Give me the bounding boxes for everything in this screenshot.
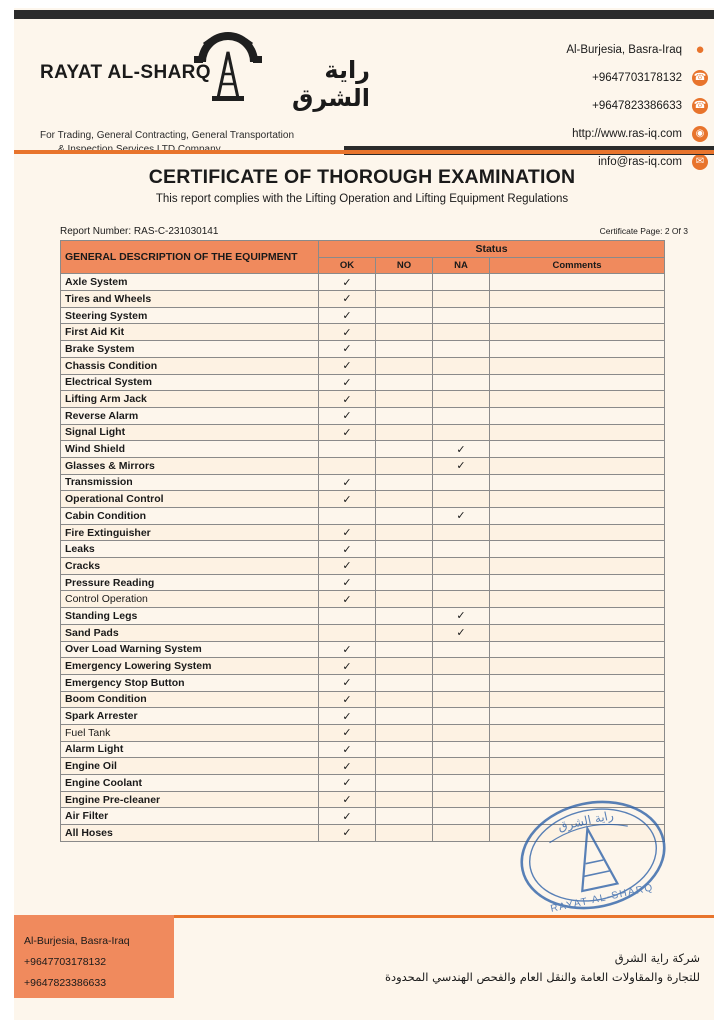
- contact-website[interactable]: http://www.ras-iq.com: [572, 128, 682, 140]
- page-subtitle: This report complies with the Lifting Operation and Lifting Equipment Regulations: [155, 193, 569, 205]
- row-item-label: Transmission: [61, 474, 319, 491]
- row-item-label: Boom Condition: [61, 691, 319, 708]
- row-check-ok[interactable]: ✓: [319, 541, 376, 558]
- header-accent-rule: [14, 150, 714, 154]
- row-comment[interactable]: [490, 474, 665, 491]
- row-item-label: Signal Light: [61, 424, 319, 441]
- row-item-label: Lifting Arm Jack: [61, 391, 319, 408]
- table-row: [61, 691, 665, 708]
- report-number-value: RAS-C-231030141: [133, 226, 219, 237]
- row-check-no[interactable]: [376, 825, 433, 842]
- row-check-no[interactable]: [376, 407, 433, 424]
- row-check-ok[interactable]: ✓: [319, 741, 376, 758]
- row-item-label: Tires and Wheels: [61, 291, 319, 308]
- row-check-no[interactable]: [376, 524, 433, 541]
- row-item-label: Cabin Condition: [61, 508, 319, 525]
- row-check-na[interactable]: [433, 341, 490, 358]
- row-check-no[interactable]: [376, 291, 433, 308]
- row-item-label: Brake System: [61, 341, 319, 358]
- row-check-no[interactable]: [376, 775, 433, 792]
- row-comment[interactable]: [490, 324, 665, 341]
- row-check-na[interactable]: [433, 274, 490, 291]
- row-check-ok[interactable]: ✓: [319, 674, 376, 691]
- row-item-label: First Aid Kit: [61, 324, 319, 341]
- row-item-label: Spark Arrester: [61, 708, 319, 725]
- table-row: [61, 558, 665, 575]
- row-comment[interactable]: [490, 524, 665, 541]
- row-item-label: Glasses & Mirrors: [61, 457, 319, 474]
- row-check-ok[interactable]: [319, 508, 376, 525]
- row-comment[interactable]: [490, 541, 665, 558]
- row-comment[interactable]: [490, 424, 665, 441]
- row-check-no[interactable]: [376, 658, 433, 675]
- table-body: [61, 274, 665, 841]
- row-check-na[interactable]: [433, 808, 490, 825]
- row-comment[interactable]: [490, 558, 665, 575]
- row-item-label: Sand Pads: [61, 624, 319, 641]
- row-comment[interactable]: [490, 674, 665, 691]
- table-row: [61, 608, 665, 625]
- envelope-icon: ✉: [692, 154, 708, 170]
- row-check-ok[interactable]: ✓: [319, 658, 376, 675]
- footer-address: Al-Burjesia, Basra-Iraq: [24, 935, 130, 947]
- contact-address: Al-Burjesia, Basra-Iraq: [566, 44, 682, 56]
- row-comment[interactable]: [490, 574, 665, 591]
- row-comment[interactable]: [490, 708, 665, 725]
- row-check-no[interactable]: [376, 808, 433, 825]
- table-row: [61, 508, 665, 525]
- row-item-label: Emergency Stop Button: [61, 674, 319, 691]
- row-comment[interactable]: [490, 291, 665, 308]
- footer-phone1: +9647703178132: [24, 956, 107, 968]
- row-check-ok[interactable]: [319, 441, 376, 458]
- table-row: [61, 424, 665, 441]
- row-check-na[interactable]: [433, 291, 490, 308]
- table-row: [61, 491, 665, 508]
- header-top-bar: [14, 10, 714, 19]
- row-check-na[interactable]: [433, 691, 490, 708]
- row-item-label: Axle System: [61, 274, 319, 291]
- telephone-icon-2: ☎: [692, 98, 708, 114]
- svg-text:راية الشرق: راية الشرق: [556, 808, 615, 834]
- row-check-ok[interactable]: ✓: [319, 524, 376, 541]
- row-item-label: Engine Pre-cleaner: [61, 791, 319, 808]
- contact-phone2-row: [408, 92, 708, 120]
- row-check-na[interactable]: [433, 574, 490, 591]
- row-check-na[interactable]: [433, 524, 490, 541]
- row-comment[interactable]: [490, 775, 665, 792]
- report-number-label: Report Number:: [60, 226, 132, 237]
- row-item-label: Electrical System: [61, 374, 319, 391]
- row-check-ok[interactable]: ✓: [319, 791, 376, 808]
- table-row: [61, 324, 665, 341]
- row-item-label: Over Load Warning System: [61, 641, 319, 658]
- row-item-label: Engine Oil: [61, 758, 319, 775]
- table-row: [61, 274, 665, 291]
- row-check-ok[interactable]: ✓: [319, 407, 376, 424]
- paper-edge-left: [0, 0, 14, 1024]
- row-check-na[interactable]: [433, 775, 490, 792]
- row-comment[interactable]: [490, 808, 665, 825]
- table-row: [61, 357, 665, 374]
- row-check-no[interactable]: [376, 641, 433, 658]
- footer-phone2: +9647823386633: [24, 977, 107, 989]
- document-header: [14, 10, 714, 168]
- row-check-na[interactable]: [433, 708, 490, 725]
- row-item-label: Air Filter: [61, 808, 319, 825]
- table-row: [61, 808, 665, 825]
- row-comment[interactable]: [490, 724, 665, 741]
- table-row: [61, 441, 665, 458]
- table-row: [61, 825, 665, 842]
- table-row: [61, 307, 665, 324]
- row-check-ok[interactable]: ✓: [319, 808, 376, 825]
- table-row: [61, 407, 665, 424]
- page-title: CERTIFICATE OF THOROUGH EXAMINATION: [148, 166, 576, 188]
- col-header-no: NO: [376, 257, 433, 274]
- row-check-no[interactable]: [376, 591, 433, 608]
- row-comment[interactable]: [490, 691, 665, 708]
- table-row: [61, 724, 665, 741]
- row-check-ok[interactable]: ✓: [319, 374, 376, 391]
- row-comment[interactable]: [490, 457, 665, 474]
- row-comment[interactable]: [490, 791, 665, 808]
- row-check-ok[interactable]: ✓: [319, 307, 376, 324]
- row-comment[interactable]: [490, 641, 665, 658]
- row-check-na[interactable]: [433, 357, 490, 374]
- row-check-na[interactable]: [433, 825, 490, 842]
- row-comment[interactable]: [490, 357, 665, 374]
- document-footer: [14, 915, 714, 1020]
- col-header-ok: OK: [319, 257, 376, 274]
- company-tagline-line1: For Trading, General Contracting, General Transportation: [40, 130, 295, 141]
- paper-edge-bottom: [0, 1020, 724, 1024]
- row-check-ok[interactable]: ✓: [319, 274, 376, 291]
- col-header-description: GENERAL DESCRIPTION OF THE EQUIPMENT: [61, 241, 319, 274]
- footer-arabic-block: [385, 949, 700, 987]
- company-name-ar: راية الشرق: [291, 56, 370, 112]
- row-check-ok[interactable]: ✓: [319, 591, 376, 608]
- row-check-ok[interactable]: ✓: [319, 724, 376, 741]
- contact-phone1: +9647703178132: [592, 72, 682, 84]
- row-check-na[interactable]: [433, 307, 490, 324]
- row-comment[interactable]: [490, 441, 665, 458]
- row-check-no[interactable]: [376, 274, 433, 291]
- row-item-label: Fire Extinguisher: [61, 524, 319, 541]
- contact-website-row[interactable]: [408, 120, 708, 148]
- row-comment[interactable]: [490, 391, 665, 408]
- col-header-comments: Comments: [490, 257, 665, 274]
- row-comment[interactable]: [490, 341, 665, 358]
- footer-arabic-line1: شركة راية الشرق: [614, 951, 700, 965]
- row-check-ok[interactable]: ✓: [319, 324, 376, 341]
- table-row: [61, 708, 665, 725]
- table-row: [61, 758, 665, 775]
- row-check-no[interactable]: [376, 791, 433, 808]
- row-check-no[interactable]: [376, 324, 433, 341]
- row-check-no[interactable]: [376, 691, 433, 708]
- row-check-no[interactable]: [376, 558, 433, 575]
- row-check-no[interactable]: [376, 474, 433, 491]
- row-check-na[interactable]: ✓: [433, 624, 490, 641]
- row-item-label: Emergency Lowering System: [61, 658, 319, 675]
- row-check-na[interactable]: [433, 424, 490, 441]
- row-check-na[interactable]: [433, 541, 490, 558]
- row-check-no[interactable]: [376, 574, 433, 591]
- row-check-no[interactable]: [376, 724, 433, 741]
- table-row: [61, 341, 665, 358]
- row-check-na[interactable]: [433, 374, 490, 391]
- row-check-na[interactable]: [433, 674, 490, 691]
- row-item-label: Standing Legs: [61, 608, 319, 625]
- footer-contact-panel: [14, 915, 174, 998]
- contact-email[interactable]: info@ras-iq.com: [598, 156, 682, 168]
- row-item-label: Operational Control: [61, 491, 319, 508]
- row-comment[interactable]: [490, 374, 665, 391]
- location-pin-icon: ●: [695, 41, 705, 58]
- row-check-ok[interactable]: ✓: [319, 291, 376, 308]
- svg-text:RAYAT AL-SHARQ: RAYAT AL-SHARQ: [549, 882, 655, 915]
- row-check-na[interactable]: ✓: [433, 608, 490, 625]
- row-comment[interactable]: [490, 658, 665, 675]
- table-row: [61, 391, 665, 408]
- row-comment[interactable]: [490, 624, 665, 641]
- row-check-no[interactable]: [376, 624, 433, 641]
- row-check-no[interactable]: [376, 424, 433, 441]
- table-row: [61, 741, 665, 758]
- row-check-no[interactable]: [376, 307, 433, 324]
- table-row: [61, 457, 665, 474]
- row-check-no[interactable]: [376, 541, 433, 558]
- footer-arabic-line2: للتجارة والمقاولات العامة والنقل العام والفحص الهندسي المحدودة: [384, 970, 700, 984]
- row-item-label: Chassis Condition: [61, 357, 319, 374]
- table-header-row: [61, 241, 665, 258]
- row-check-no[interactable]: [376, 357, 433, 374]
- row-comment[interactable]: [490, 741, 665, 758]
- row-check-na[interactable]: [433, 758, 490, 775]
- contact-address-row: [408, 36, 708, 64]
- row-check-na[interactable]: [433, 591, 490, 608]
- row-check-ok[interactable]: ✓: [319, 424, 376, 441]
- row-check-no[interactable]: [376, 341, 433, 358]
- table-row: [61, 791, 665, 808]
- row-check-ok[interactable]: [319, 457, 376, 474]
- title-block: [0, 166, 724, 205]
- table-row: [61, 474, 665, 491]
- row-check-ok[interactable]: ✓: [319, 825, 376, 842]
- row-check-no[interactable]: [376, 741, 433, 758]
- row-check-no[interactable]: [376, 758, 433, 775]
- row-comment[interactable]: [490, 591, 665, 608]
- paper-edge-right: [714, 0, 724, 1024]
- row-item-label: All Hoses: [61, 825, 319, 842]
- table-row: [61, 374, 665, 391]
- inspection-table: [60, 240, 665, 842]
- row-check-na[interactable]: [433, 491, 490, 508]
- row-item-label: Control Operation: [61, 591, 319, 608]
- row-comment[interactable]: [490, 491, 665, 508]
- row-check-no[interactable]: [376, 391, 433, 408]
- certificate-page-label: Certificate Page: 2 Of 3: [599, 226, 688, 236]
- row-item-label: Cracks: [61, 558, 319, 575]
- row-check-ok[interactable]: ✓: [319, 574, 376, 591]
- row-comment[interactable]: [490, 307, 665, 324]
- row-check-no[interactable]: [376, 608, 433, 625]
- table-row: [61, 291, 665, 308]
- telephone-icon: ☎: [692, 70, 708, 86]
- row-comment[interactable]: [490, 274, 665, 291]
- row-check-na[interactable]: [433, 391, 490, 408]
- row-comment[interactable]: [490, 758, 665, 775]
- row-check-na[interactable]: ✓: [433, 441, 490, 458]
- table-row: [61, 641, 665, 658]
- row-item-label: Alarm Light: [61, 741, 319, 758]
- row-check-na[interactable]: ✓: [433, 508, 490, 525]
- row-check-no[interactable]: [376, 441, 433, 458]
- row-check-na[interactable]: [433, 658, 490, 675]
- footer-bottom-bar: [14, 1002, 714, 1020]
- contact-block: [408, 36, 708, 176]
- report-number-block: [60, 226, 218, 237]
- row-item-label: Leaks: [61, 541, 319, 558]
- col-header-na: NA: [433, 257, 490, 274]
- footer-contact-text: [24, 931, 130, 994]
- row-item-label: Pressure Reading: [61, 574, 319, 591]
- paper-edge-top: [0, 0, 724, 8]
- row-check-ok[interactable]: ✓: [319, 491, 376, 508]
- meta-row: [60, 226, 688, 240]
- row-check-ok[interactable]: ✓: [319, 775, 376, 792]
- row-check-na[interactable]: [433, 407, 490, 424]
- table-row: [61, 674, 665, 691]
- row-check-no[interactable]: [376, 457, 433, 474]
- row-item-label: Reverse Alarm: [61, 407, 319, 424]
- row-check-ok[interactable]: ✓: [319, 641, 376, 658]
- row-check-no[interactable]: [376, 374, 433, 391]
- row-check-na[interactable]: [433, 324, 490, 341]
- row-check-ok[interactable]: ✓: [319, 758, 376, 775]
- row-check-ok[interactable]: [319, 608, 376, 625]
- row-check-na[interactable]: [433, 641, 490, 658]
- table-row: [61, 658, 665, 675]
- table-row: [61, 524, 665, 541]
- globe-icon: ◉: [692, 126, 708, 142]
- table-row: [61, 775, 665, 792]
- company-name-en: RAYAT AL-SHARQ: [40, 62, 211, 83]
- row-check-ok[interactable]: ✓: [319, 691, 376, 708]
- row-item-label: Wind Shield: [61, 441, 319, 458]
- table-row: [61, 591, 665, 608]
- row-check-na[interactable]: [433, 791, 490, 808]
- table-row: [61, 624, 665, 641]
- row-check-ok[interactable]: ✓: [319, 708, 376, 725]
- row-check-no[interactable]: [376, 491, 433, 508]
- row-check-ok[interactable]: ✓: [319, 474, 376, 491]
- table-row: [61, 574, 665, 591]
- row-check-na[interactable]: ✓: [433, 457, 490, 474]
- row-check-ok[interactable]: ✓: [319, 391, 376, 408]
- row-comment[interactable]: [490, 825, 665, 842]
- row-comment[interactable]: [490, 407, 665, 424]
- table-row: [61, 541, 665, 558]
- row-comment[interactable]: [490, 508, 665, 525]
- row-check-na[interactable]: [433, 741, 490, 758]
- row-item-label: Fuel Tank: [61, 724, 319, 741]
- contact-phone2: +9647823386633: [592, 100, 682, 112]
- row-check-na[interactable]: [433, 724, 490, 741]
- row-item-label: Steering System: [61, 307, 319, 324]
- row-check-na[interactable]: [433, 474, 490, 491]
- row-check-ok[interactable]: ✓: [319, 341, 376, 358]
- row-check-no[interactable]: [376, 674, 433, 691]
- col-header-status: Status: [319, 241, 665, 258]
- row-comment[interactable]: [490, 608, 665, 625]
- contact-phone1-row: [408, 64, 708, 92]
- row-item-label: Engine Coolant: [61, 775, 319, 792]
- row-check-ok[interactable]: [319, 624, 376, 641]
- row-check-ok[interactable]: ✓: [319, 357, 376, 374]
- row-check-ok[interactable]: ✓: [319, 558, 376, 575]
- row-check-no[interactable]: [376, 708, 433, 725]
- row-check-no[interactable]: [376, 508, 433, 525]
- row-check-na[interactable]: [433, 558, 490, 575]
